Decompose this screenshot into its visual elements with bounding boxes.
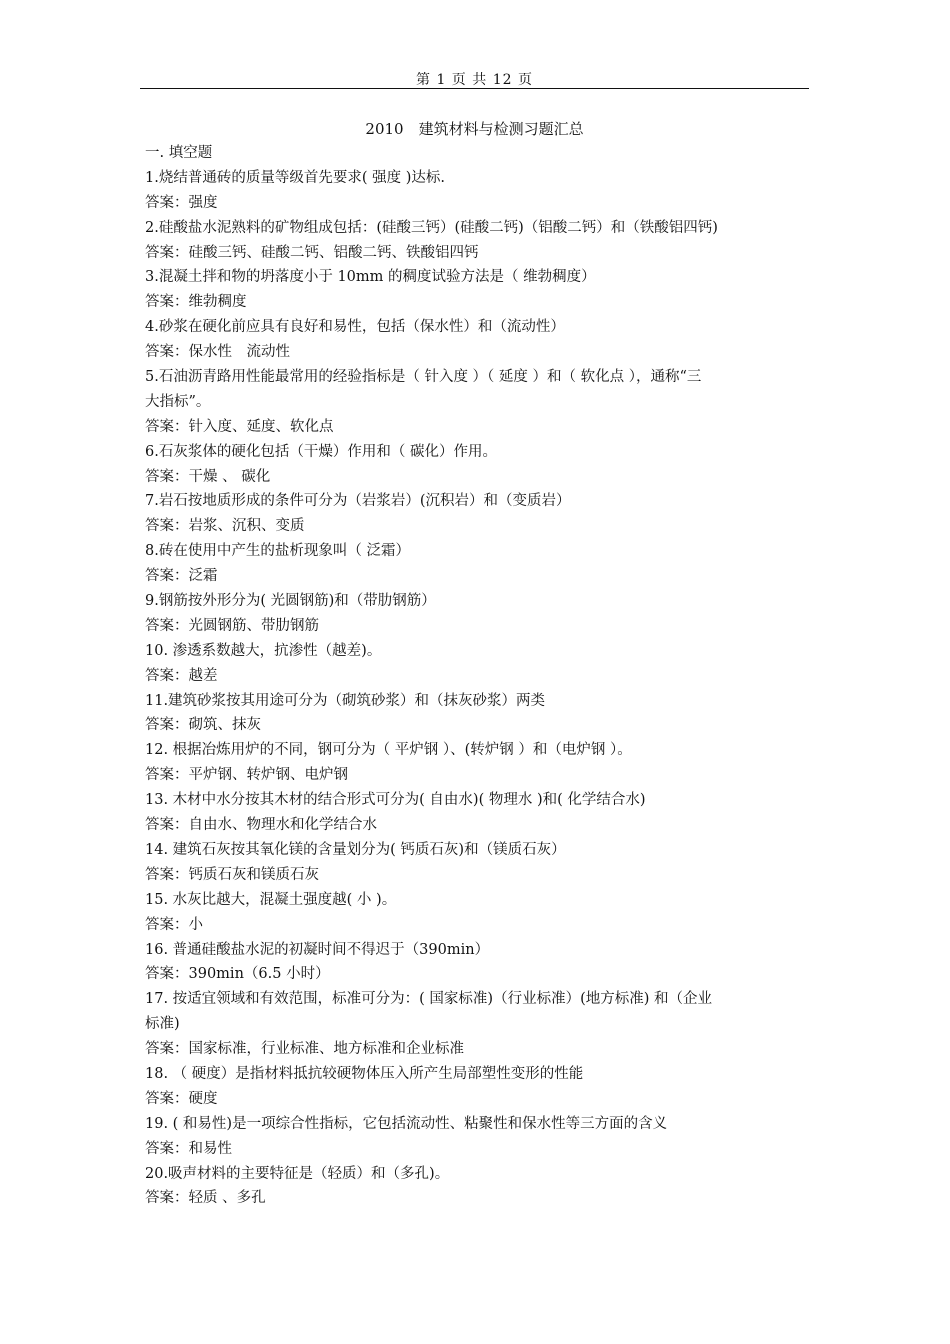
answer-10: 答案：越差 xyxy=(145,667,218,684)
answer-12: 答案：平炉钢、转炉钢、电炉钢 xyxy=(145,767,348,784)
question-12: 12. 根据冶炼用炉的不同，钢可分为（ 平炉钢 ）、(转炉钢 ）和（电炉钢 ）。 xyxy=(145,742,632,759)
answer-6: 答案：干燥 、 碳化 xyxy=(145,468,271,485)
question-2: 2.硅酸盐水泥熟料的矿物组成包括：(硅酸三钙）(硅酸二钙)（铝酸二钙）和（铁酸铝四钙) xyxy=(145,219,718,236)
answer-11: 答案：砌筑、抹灰 xyxy=(145,717,261,734)
answer-4: 答案：保水性 流动性 xyxy=(145,344,290,361)
question-7: 7.岩石按地质形成的条件可分为（岩浆岩）(沉积岩）和（变质岩） xyxy=(145,493,571,510)
page-header: 第 1 页 共 12 页 xyxy=(416,72,533,88)
section-heading: 一. 填空题 xyxy=(145,145,213,161)
answer-16: 答案：390min（6.5 小时） xyxy=(145,966,330,983)
answer-17: 答案：国家标准，行业标准、地方标准和企业标准 xyxy=(145,1041,464,1058)
question-4: 4.砂浆在硬化前应具有良好和易性，包括（保水性）和（流动性） xyxy=(145,319,565,336)
question-17: 17. 按适宜领域和有效范围，标准可分为：( 国家标准)（行业标准）(地方标准) 和（企业 xyxy=(145,991,713,1008)
answer-19: 答案：和易性 xyxy=(145,1140,232,1157)
question-18: 18. （ 硬度）是指材料抵抗较硬物体压入所产生局部塑性变形的性能 xyxy=(145,1065,584,1082)
question-10: 10. 渗透系数越大，抗渗性（越差)。 xyxy=(145,642,382,659)
question-16: 16. 普通硅酸盐水泥的初凝时间不得迟于（390min） xyxy=(145,941,490,958)
question-20: 20.吸声材料的主要特征是（轻质）和（多孔)。 xyxy=(145,1165,450,1182)
question-13: 13. 木材中水分按其木材的结合形式可分为( 自由水)( 物理水 )和( 化学结合水) xyxy=(145,792,646,809)
answer-13: 答案：自由水、物理水和化学结合水 xyxy=(145,817,377,834)
answer-2: 答案：硅酸三钙、硅酸二钙、铝酸二钙、铁酸铝四钙 xyxy=(145,244,479,261)
question-3: 3.混凝土拌和物的坍落度小于 10mm 的稠度试验方法是（ 维勃稠度） xyxy=(145,269,596,286)
answer-18: 答案：硬度 xyxy=(145,1090,218,1107)
question-19: 19. ( 和易性)是一项综合性指标，它包括流动性、粘聚性和保水性等三方面的含义 xyxy=(145,1115,668,1132)
question-8: 8.砖在使用中产生的盐析现象叫（ 泛霜） xyxy=(145,543,410,560)
answer-14: 答案：钙质石灰和镁质石灰 xyxy=(145,866,319,883)
question-5-cont: 大指标”。 xyxy=(145,393,211,410)
question-15: 15. 水灰比越大，混凝土强度越( 小 )。 xyxy=(145,891,397,908)
answer-9: 答案：光圆钢筋、带肋钢筋 xyxy=(145,617,319,634)
answer-8: 答案：泛霜 xyxy=(145,568,218,585)
question-11: 11.建筑砂浆按其用途可分为（砌筑砂浆）和（抹灰砂浆）两类 xyxy=(145,692,546,709)
question-6: 6.石灰浆体的硬化包括（干燥）作用和（ 碳化）作用。 xyxy=(145,443,497,460)
answer-15: 答案：小 xyxy=(145,916,203,933)
question-5: 5.石油沥青路用性能最常用的经验指标是（ 针入度 ）（ 延度 ）和（ 软化点 ），通称“三 xyxy=(145,369,702,386)
answer-7: 答案：岩浆、沉积、变质 xyxy=(145,518,305,535)
answer-3: 答案：维勃稠度 xyxy=(145,294,247,311)
header-rule xyxy=(140,88,809,89)
document-title: 2010 建筑材料与检测习题汇总 xyxy=(365,120,584,138)
answer-5: 答案：针入度、延度、软化点 xyxy=(145,418,334,435)
question-17-cont: 标准) xyxy=(145,1016,180,1033)
question-9: 9.钢筋按外形分为( 光圆钢筋)和（带肋钢筋） xyxy=(145,593,436,610)
answer-20: 答案：轻质 、多孔 xyxy=(145,1190,266,1207)
answer-1: 答案：强度 xyxy=(145,194,218,211)
question-14: 14. 建筑石灰按其氧化镁的含量划分为( 钙质石灰)和（镁质石灰） xyxy=(145,841,566,858)
question-1: 1.烧结普通砖的质量等级首先要求( 强度 )达标. xyxy=(145,169,445,186)
document-body xyxy=(145,141,813,1211)
